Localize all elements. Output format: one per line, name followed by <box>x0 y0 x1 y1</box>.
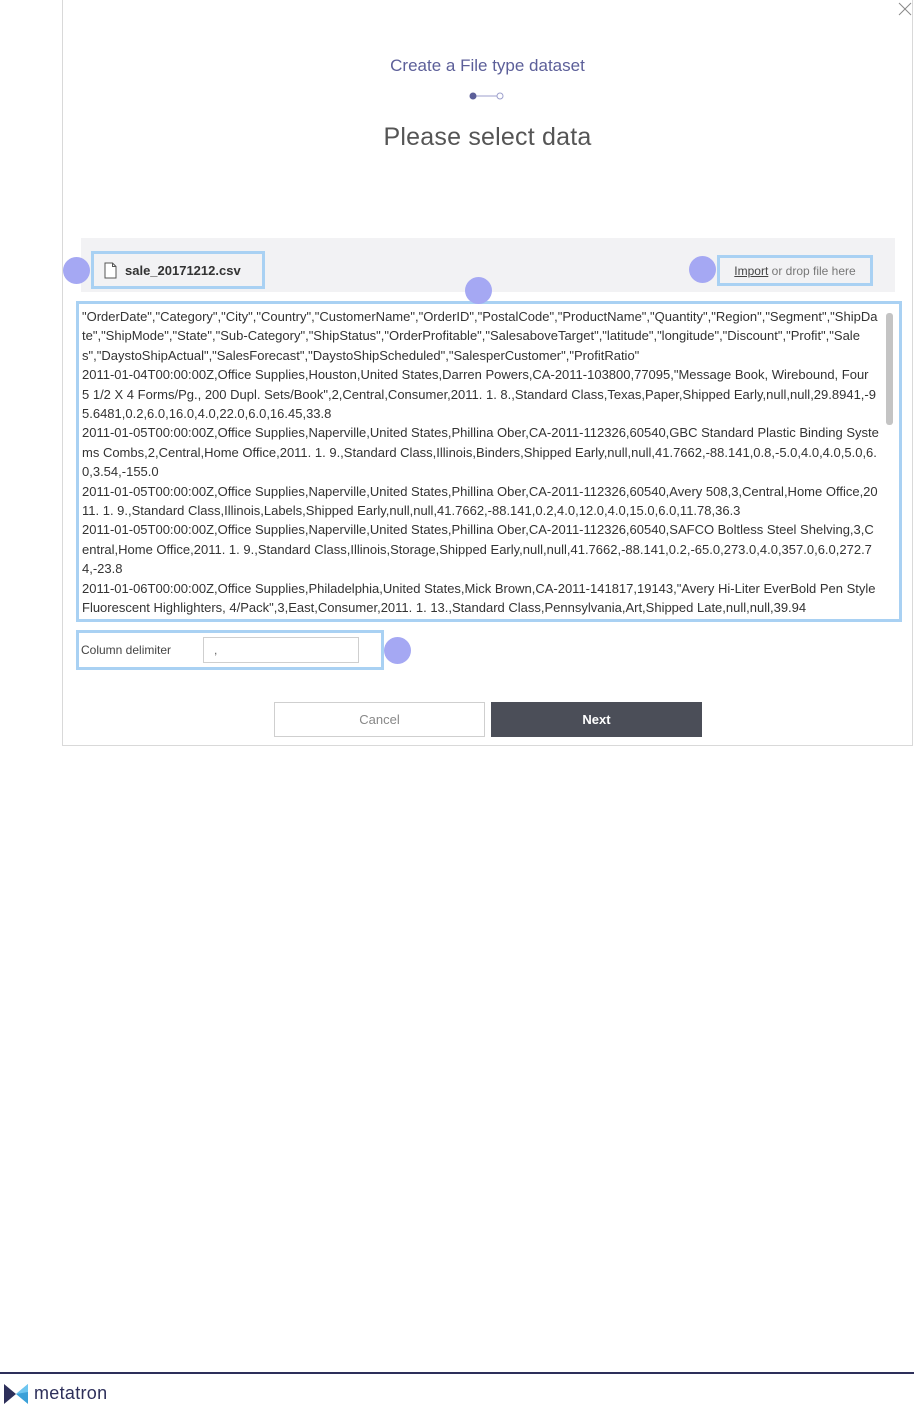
annotation-marker-file <box>63 257 90 284</box>
selected-file[interactable] <box>91 251 265 289</box>
preview-text: "OrderDate","Category","City","Country","CustomerName","OrderID","PostalCode","ProductName","Quantity","Region","Segment","ShipDate","ShipMode","State","Sub-Category","ShipStatus","OrderProfitable","SalesaboveTarget","latitude","longitude","Discount","Profit","Sales","DaystoShipActual","SalesForecast","DaystoShipScheduled","SalesperCustomer","ProfitRatio" 2011-01-04T00:00:00Z,Office Supplies,Houston,United States,Darren Powers,CA-2011-103800,77095,"Message Book, Wirebound, Four 5 1/2 X 4 Forms/Pg., 200 Dupl. Sets/Book",2,Central,Consumer,2011. 1. 8.,Standard Class,Texas,Paper,Shipped Early,null,null,29.8941,-95.6481,0.2,6.0,16.0,4.0,22.0,6.0,16.45,33.8 2011-01-05T00:00:00Z,Office Supplies,Naperville,United States,Phillina Ober,CA-2011-112326,60540,GBC Standard Plastic Binding Systems Combs,2,Central,Home Office,2011. 1. 9.,Standard Class,Illinois,Binders,Shipped Early,null,null,41.7662,-88.141,0.8,-5.0,4.0,4.0,5.0,6.0,3.54,-155.0 2011-01-05T00:00:00Z,Office Supplies,Naperville,United States,Phillina Ober,CA-2011-112326,60540,Avery 508,3,Central,Home Office,2011. 1. 9.,Standard Class,Illinois,Labels,Shipped Early,null,null,41.7662,-88.141,0.2,4.0,12.0,4.0,15.0,6.0,11.78,36.3 2011-01-05T00:00:00Z,Office Supplies,Naperville,United States,Phillina Ober,CA-2011-112326,60540,SAFCO Boltless Steel Shelving,3,Central,Home Office,2011. 1. 9.,Standard Class,Illinois,Storage,Shipped Early,null,null,41.7662,-88.141,0.2,-65.0,273.0,4.0,357.0,6.0,272.74,-23.8 2011-01-06T00:00:00Z,Office Supplies,Philadelphia,United States,Mick Brown,CA-2011-141817,19143,"Avery Hi-Liter EverBold Pen Style Fluorescent Highlighters, 4/Pack",3,East,Consumer,2011. 1. 13.,Standard Class,Pennsylvania,Art,Shipped Late,null,null,39.94 <box>82 309 879 616</box>
import-link[interactable]: Import <box>734 263 769 278</box>
preview-scrollbar[interactable] <box>886 313 893 425</box>
close-icon[interactable] <box>898 2 912 16</box>
footer-logo <box>4 1383 107 1404</box>
step-2-dot <box>497 93 503 99</box>
next-button[interactable]: Next <box>491 702 702 737</box>
cancel-button[interactable]: Cancel <box>274 702 485 737</box>
delimiter-group <box>76 630 384 670</box>
file-icon <box>104 262 117 279</box>
step-title: Please select data <box>383 123 592 151</box>
dataset-dialog <box>62 0 913 746</box>
footer-divider <box>0 1372 914 1374</box>
metatron-logo-icon <box>4 1384 28 1404</box>
step-indicator <box>467 91 507 101</box>
step-1-dot <box>470 93 477 100</box>
annotation-marker-preview <box>465 277 492 304</box>
import-area[interactable] <box>717 255 873 286</box>
drop-file-text: or drop file here <box>768 263 856 278</box>
delimiter-input[interactable] <box>203 637 359 663</box>
data-preview[interactable] <box>76 301 902 622</box>
dialog-title: Create a File type dataset <box>390 56 585 75</box>
annotation-marker-import <box>689 256 716 283</box>
delimiter-label: Column delimiter <box>81 643 172 657</box>
brand-name: metatron <box>34 1383 108 1403</box>
file-name: sale_20171212.csv <box>125 262 241 278</box>
annotation-marker-delimiter <box>384 637 411 664</box>
